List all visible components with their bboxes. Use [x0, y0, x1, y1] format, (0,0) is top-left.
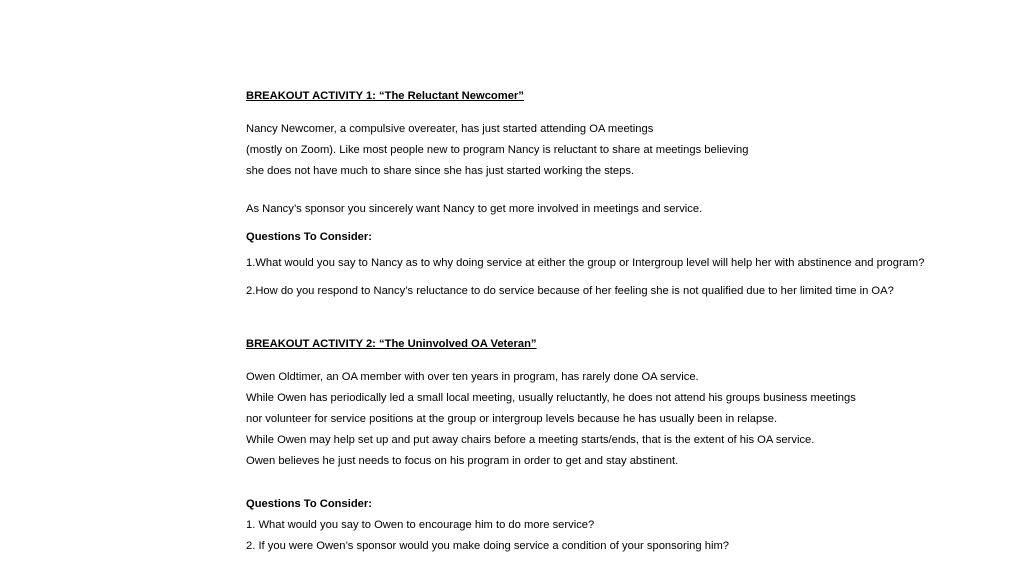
- activity-1-question: 1.What would you say to Nancy as to why doing service at either the group or Intergroup level will help her with abstinence and program?: [246, 257, 925, 269]
- activity-2-title: BREAKOUT ACTIVITY 2: “The Uninvolved OA Veteran”: [246, 338, 537, 350]
- activity-2-paragraph-line: Owen believes he just needs to focus on his program in order to get and stay abstinent.: [246, 455, 679, 467]
- activity-1-question: 2.How do you respond to Nancy’s reluctance to do service because of her feeling she is not qualified due to her limited time in OA?: [246, 285, 894, 297]
- activity-2-question: 1. What would you say to Owen to encourage him to do more service?: [246, 519, 595, 531]
- activity-2-paragraph-line: Owen Oldtimer, an OA member with over ten years in program, has rarely done OA service.: [246, 371, 699, 383]
- activity-1-title: BREAKOUT ACTIVITY 1: “The Reluctant Newcomer”: [246, 90, 524, 102]
- activity-1-paragraph-line: (mostly on Zoom). Like most people new to program Nancy is reluctant to share at meetings believing: [246, 144, 749, 156]
- activity-2-questions-heading: Questions To Consider:: [246, 498, 372, 510]
- activity-2-question: 2. If you were Owen’s sponsor would you make doing service a condition of your sponsoring him?: [246, 540, 729, 552]
- activity-2-paragraph-line: While Owen has periodically led a small local meeting, usually reluctantly, he does not attend his groups business meetings: [246, 392, 856, 404]
- activity-1-questions-heading: Questions To Consider:: [246, 231, 372, 243]
- activity-2-paragraph-line: nor volunteer for service positions at the group or intergroup levels because he has usually been in relapse.: [246, 413, 778, 425]
- activity-1-paragraph-line: Nancy Newcomer, a compulsive overeater, has just started attending OA meetings: [246, 123, 654, 135]
- activity-1-paragraph-line: she does not have much to share since she has just started working the steps.: [246, 165, 635, 177]
- activity-1-sponsor-line: As Nancy’s sponsor you sincerely want Nancy to get more involved in meetings and service.: [246, 203, 703, 215]
- activity-2-paragraph-line: While Owen may help set up and put away chairs before a meeting starts/ends, that is the extent of his OA service.: [246, 434, 815, 446]
